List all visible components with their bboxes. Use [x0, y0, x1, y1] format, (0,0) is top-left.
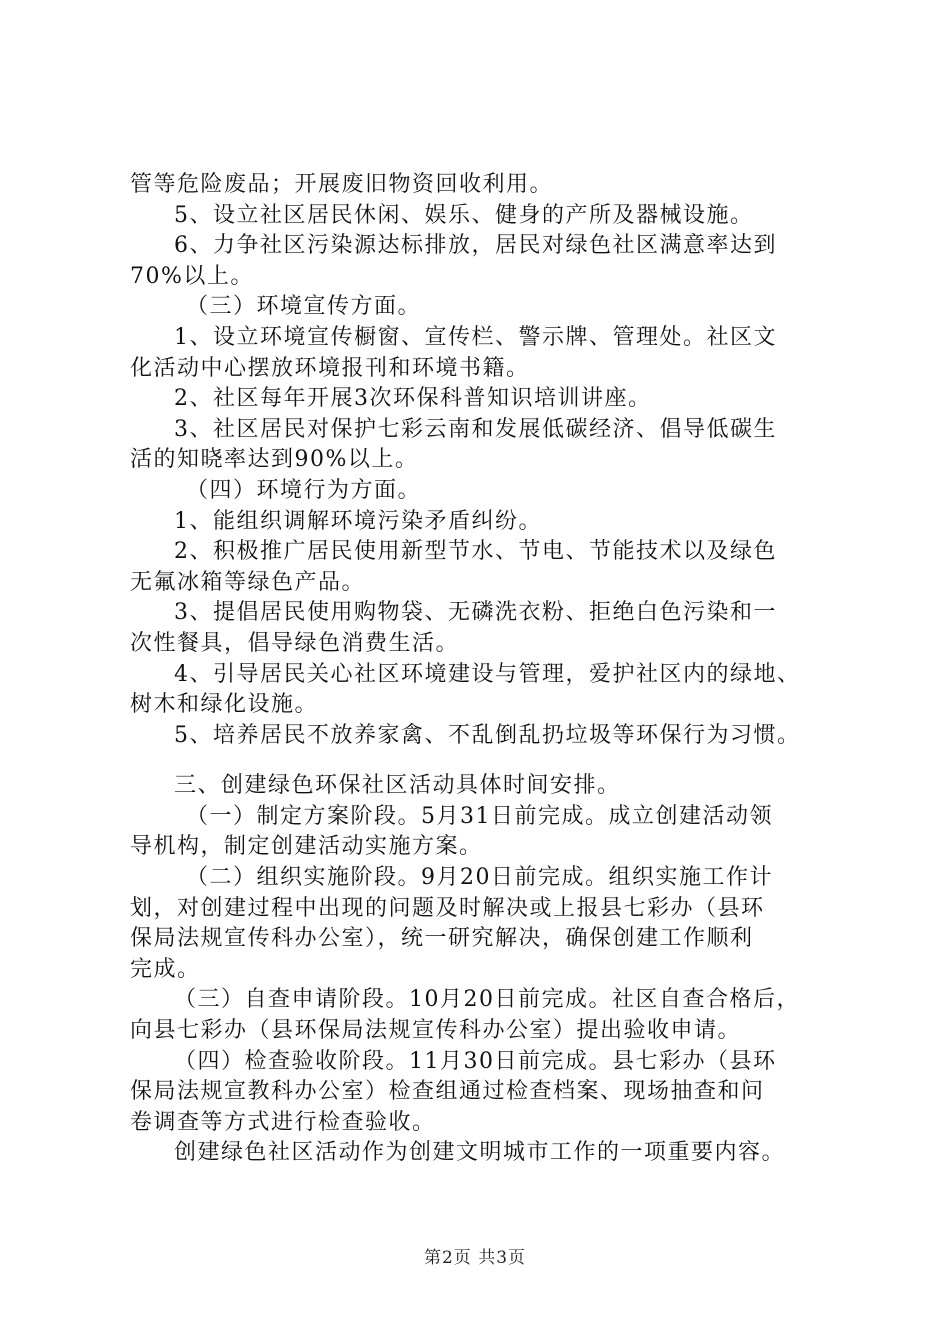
- body-line: 6、力争社区污染源达标排放，居民对绿色社区满意率达到: [174, 233, 777, 259]
- body-line: 树木和绿化设施。: [130, 692, 319, 718]
- body-line: （三）自查申请阶段。10月20日前完成。社区自查合格后，: [174, 987, 800, 1013]
- body-line: 70%以上。: [130, 263, 254, 289]
- body-line: 次性餐具，倡导绿色消费生活。: [130, 630, 460, 656]
- body-line: 3、社区居民对保护七彩云南和发展低碳经济、倡导低碳生: [174, 416, 777, 442]
- body-line: 导机构，制定创建活动实施方案。: [130, 834, 483, 860]
- body-line: 1、能组织调解环境污染矛盾纠纷。: [174, 508, 542, 534]
- page-number-footer: 第2页 共3页: [423, 1248, 527, 1268]
- section-heading: 三、创建绿色环保社区活动具体时间安排。: [174, 773, 621, 799]
- body-line: 保局法规宣传科办公室），统一研究解决，确保创建工作顺利: [130, 926, 754, 952]
- body-line: 创建绿色社区活动作为创建文明城市工作的一项重要内容。: [174, 1140, 786, 1166]
- body-line: （一）制定方案阶段。5月31日前完成。成立创建活动领: [186, 803, 773, 829]
- body-line: 向县七彩办（县环保局法规宣传科办公室）提出验收申请。: [130, 1018, 742, 1044]
- body-line: 2、积极推广居民使用新型节水、节电、节能技术以及绿色: [174, 539, 777, 565]
- body-line: 活的知晓率达到90%以上。: [130, 447, 419, 473]
- body-line: 3、提倡居民使用购物袋、无磷洗衣粉、拒绝白色污染和一: [174, 600, 777, 626]
- body-line: 保局法规宣教科办公室）检查组通过检查档案、现场抽查和问: [130, 1079, 765, 1105]
- body-line: 2、社区每年开展3次环保科普知识培训讲座。: [174, 386, 652, 412]
- document-body: [130, 170, 850, 1169]
- body-line: 划，对创建过程中出现的问题及时解决或上报县七彩办（县环: [130, 895, 765, 921]
- section-heading: （四）环境行为方面。: [186, 477, 422, 503]
- body-line: 5、培养居民不放养家禽、不乱倒乱扔垃圾等环保行为习惯。: [174, 722, 801, 748]
- body-line: （二）组织实施阶段。9月20日前完成。组织实施工作计: [186, 865, 773, 891]
- body-line: 化活动中心摆放环境报刊和环境书籍。: [130, 355, 530, 381]
- body-line: 5、设立社区居民休闲、娱乐、健身的产所及器械设施。: [174, 202, 754, 228]
- section-heading: （三）环境宣传方面。: [186, 294, 422, 320]
- body-line: （四）检查验收阶段。11月30日前完成。县七彩办（县环: [174, 1048, 777, 1074]
- body-line: 完成。: [130, 956, 201, 982]
- body-line: 管等危险废品；开展废旧物资回收利用。: [130, 172, 554, 197]
- body-line: 1、设立环境宣传橱窗、宣传栏、警示牌、管理处。社区文: [174, 324, 777, 350]
- body-line: 4、引导居民关心社区环境建设与管理，爱护社区内的绿地、: [174, 661, 801, 687]
- paragraph-gap: [130, 751, 850, 771]
- body-line: 无氟冰箱等绿色产品。: [130, 569, 366, 595]
- body-line: 卷调查等方式进行检查验收。: [130, 1109, 436, 1135]
